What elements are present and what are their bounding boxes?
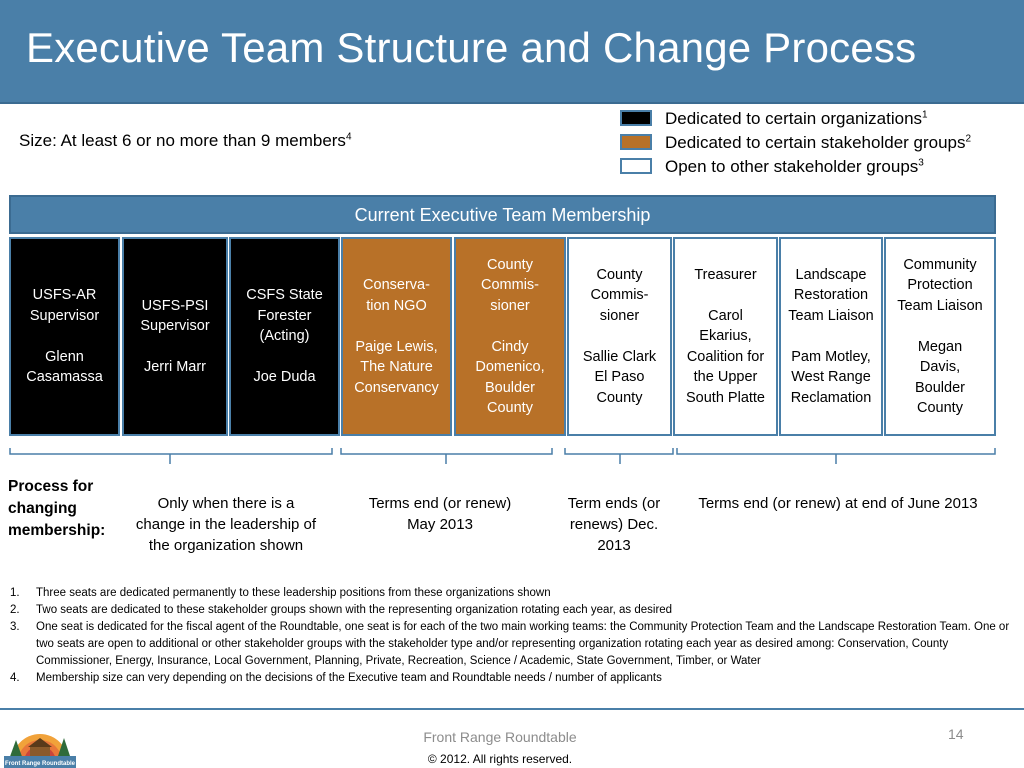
member-card-treasurer xyxy=(673,237,778,436)
legend-sup: 2 xyxy=(965,133,972,145)
member-card-county-commissioner-boulder xyxy=(454,237,566,436)
slide-title: Executive Team Structure and Change Process xyxy=(26,24,917,71)
member-card-usfs-ar xyxy=(9,237,120,436)
brace-1 xyxy=(10,448,332,464)
svg-text:Front Range Roundtable: Front Range Roundtable xyxy=(5,761,75,767)
legend-swatch-black xyxy=(620,110,652,126)
legend-label: Dedicated to certain organizations xyxy=(665,109,923,128)
size-note-sup: 4 xyxy=(345,131,352,143)
footnote-3: 3. One seat is dedicated for the fiscal agent of the Roundtable, one seat is for each of the two main working teams: the Community Protection Team and the Landscape Restoration Team. One or two seats are open to additional or other stakeholder groups with the stakeholder type and/or representing organization rotating each year as desired among: Conservation, County Commissioner, Energy, Insurance, Local Government, Planning, Private, Recreation, Science / Academic, State Government, Timber, or Water xyxy=(10,621,1010,667)
member-card-text: County Commis- sioner Sallie Clark El Paso County xyxy=(582,266,657,406)
footnote-text: Membership size can very depending on the decisions of the Executive team and Roundtable needs / number of applicants xyxy=(36,672,662,684)
footer-copyright: © 2012. All rights reserved. xyxy=(427,752,573,766)
member-card-text: Landscape Restoration Team Liaison Pam Motley, West Range Reclamation xyxy=(788,266,874,406)
brace-3 xyxy=(565,448,673,464)
grouping-braces xyxy=(0,440,1024,476)
legend-sup: 3 xyxy=(918,157,924,169)
footnote-4: 4. Membership size can very depending on the decisions of the Executive team and Roundtable needs / number of applicants xyxy=(10,672,662,684)
member-card-text: USFS-PSI Supervisor Jerri Marr xyxy=(140,297,210,375)
page-number: 14 xyxy=(948,726,964,742)
legend-swatch-white xyxy=(620,158,652,174)
legend-label: Dedicated to certain stakeholder groups xyxy=(665,133,966,152)
process-text-may-2013: Terms end (or renew) May 2013 xyxy=(368,495,512,533)
member-card-text: CSFS State Forester (Acting) Joe Duda xyxy=(246,287,323,386)
member-card-text: Treasurer Carol Ekarius, Coalition for the Upper South Platte xyxy=(686,266,765,406)
member-card-community-protection xyxy=(884,237,996,436)
size-note-text: Size: At least 6 or no more than 9 members xyxy=(19,131,346,150)
footer-divider xyxy=(0,708,1024,710)
member-card-conservation-ngo xyxy=(341,237,452,436)
membership-header: Current Executive Team Membership xyxy=(9,195,996,234)
footer-organization: Front Range Roundtable xyxy=(423,729,577,745)
process-text-june-2013: Terms end (or renew) at end of June 2013 xyxy=(698,495,978,512)
size-note xyxy=(19,131,352,151)
footnote-text: Two seats are dedicated to these stakeholder groups shown with the representing organization rotating each year, as desired xyxy=(36,604,673,616)
brace-4 xyxy=(677,448,995,464)
process-text-dec-2013: Term ends (or renews) Dec. 2013 xyxy=(567,495,661,554)
process-text-organizations: Only when there is a change in the leadership of the organization shown xyxy=(135,495,317,554)
member-card-text: USFS-AR Supervisor Glenn Casamassa xyxy=(26,287,103,386)
legend-sup: 1 xyxy=(922,109,928,121)
member-card-text: County Commis- sioner Cindy Domenico, Boulder County xyxy=(475,256,545,416)
process-label: Process for changing membership: xyxy=(8,478,106,539)
member-card-csfs xyxy=(229,237,340,436)
footnote-text: One seat is dedicated for the fiscal agent of the Roundtable, one seat is for each of the two main working teams: the Community Protection Team and the Landscape Restoration Team. One or two seats are open to additional or other stakeholder groups with the stakeholder type and/or representing organization rotating each year as desired among: Conservation, County Commissioner, Energy, Insurance, Local Government, Planning, Private, Recreation, Science / Academic, State Government, Timber, or Water xyxy=(36,621,1010,667)
brace-2 xyxy=(341,448,552,464)
title-bar xyxy=(0,0,1024,104)
member-card-text: Community Protection Team Liaison Megan Davis, Boulder County xyxy=(897,256,983,416)
footnotes xyxy=(10,585,1010,687)
legend-swatch-orange xyxy=(620,134,652,150)
member-card-text: Conserva- tion NGO Paige Lewis, The Nature Conservancy xyxy=(354,277,439,396)
footnote-2: 2. Two seats are dedicated to these stakeholder groups shown with the representing organization rotating each year, as desired xyxy=(10,604,673,616)
member-card-usfs-psi xyxy=(122,237,228,436)
footnote-text: Three seats are dedicated permanently to these leadership positions from these organizations shown xyxy=(36,587,551,599)
member-card-landscape-restoration xyxy=(779,237,883,436)
member-card-county-commissioner-el-paso xyxy=(567,237,672,436)
footnote-1: 1. Three seats are dedicated permanently to these leadership positions from these organizations shown xyxy=(10,587,551,599)
legend-label: Open to other stakeholder groups xyxy=(665,157,919,176)
